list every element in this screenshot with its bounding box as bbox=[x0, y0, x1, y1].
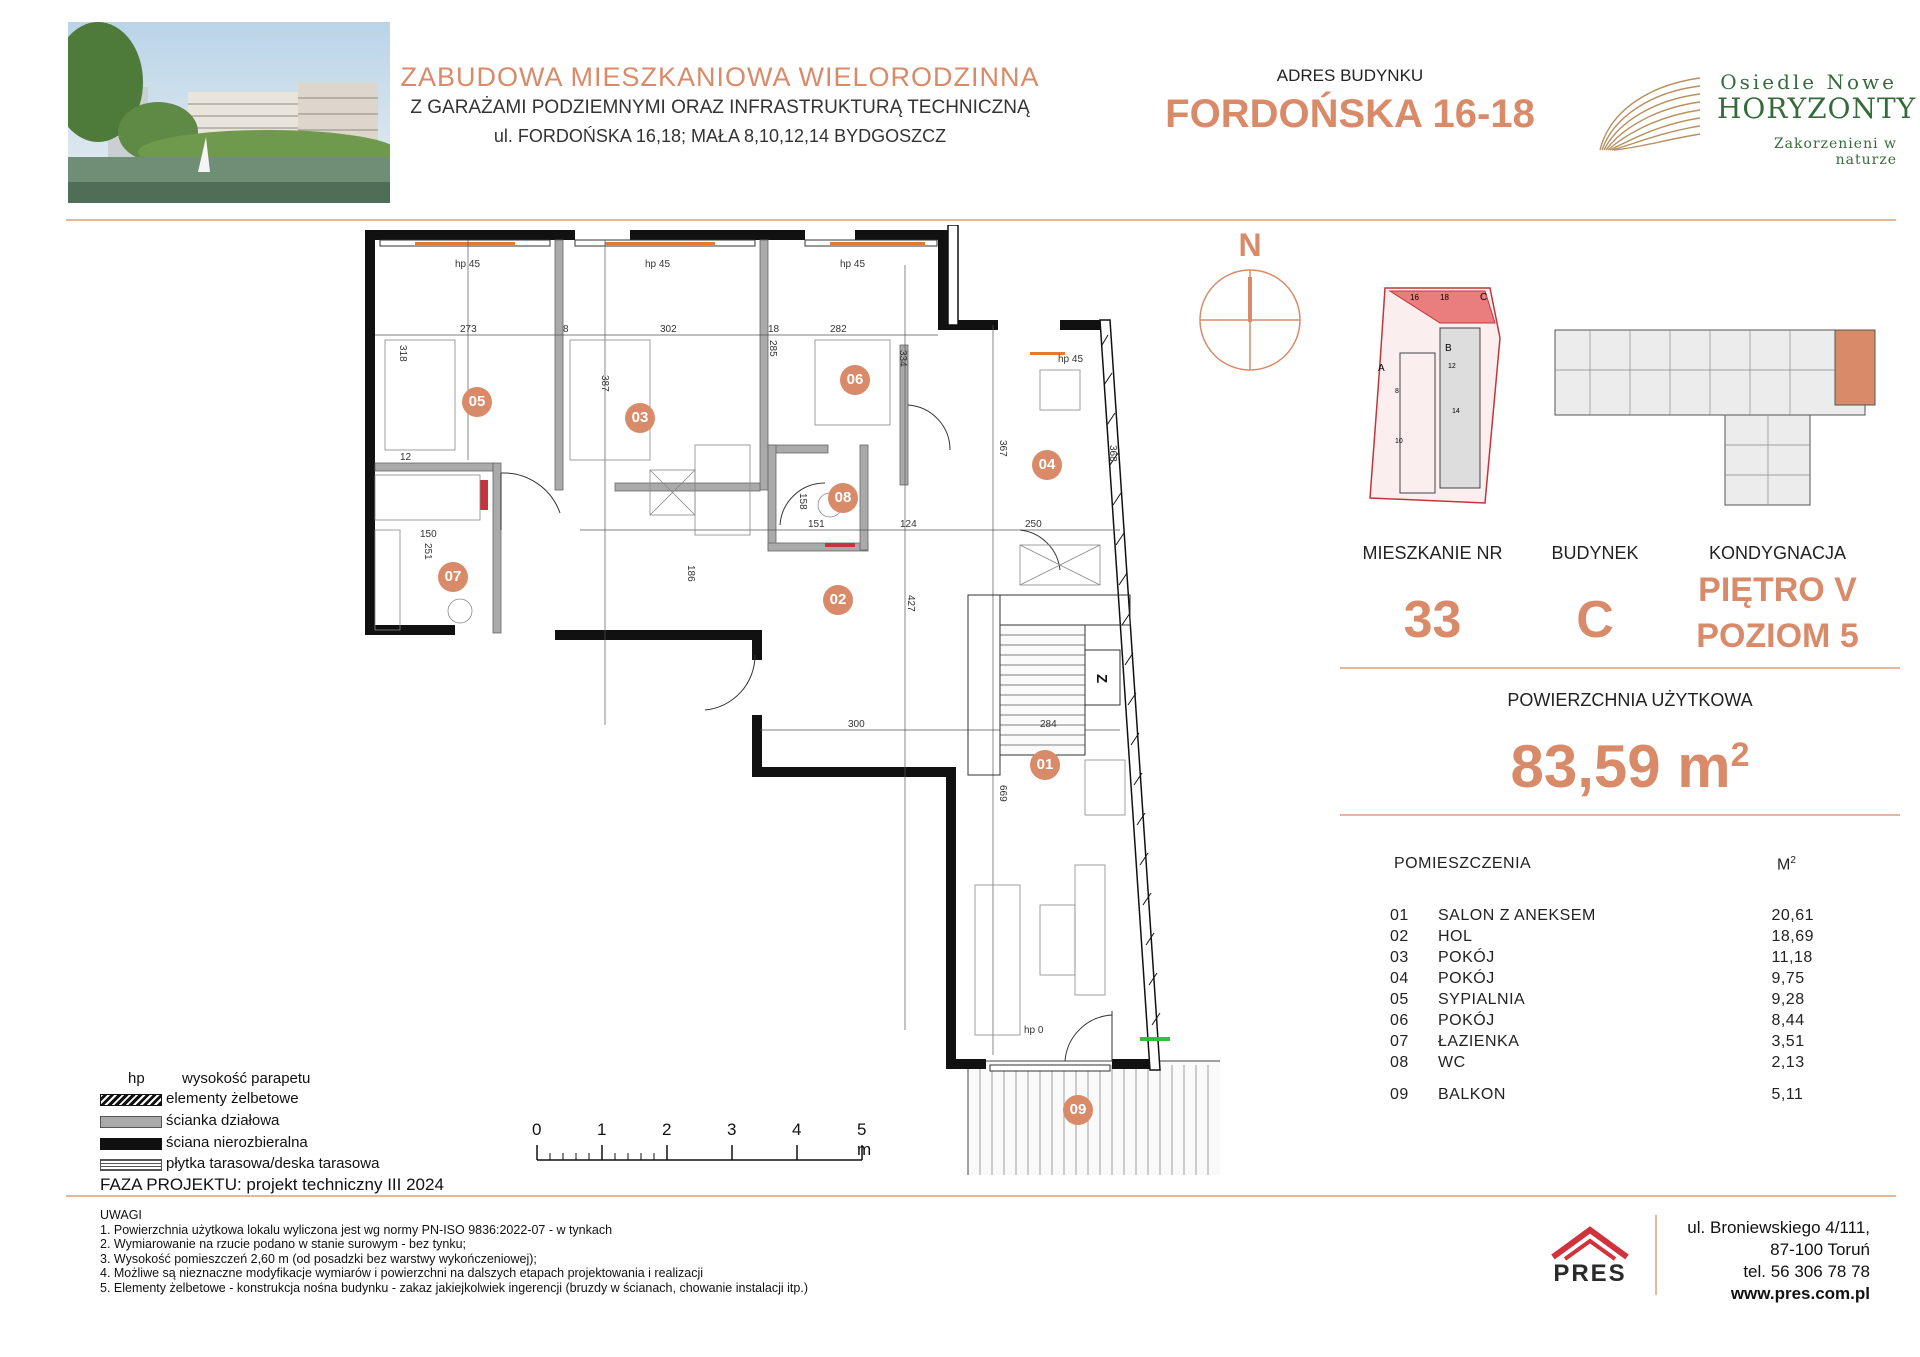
table-row-balcony bbox=[1390, 1084, 1814, 1105]
room-badge-07: 07 bbox=[438, 562, 468, 592]
room-name: BALKON bbox=[1438, 1085, 1506, 1103]
table-row bbox=[1390, 926, 1814, 947]
area-value-wrap bbox=[1340, 732, 1920, 801]
room-name: POKÓJ bbox=[1438, 969, 1495, 987]
room-badge-08: 08 bbox=[828, 483, 858, 513]
area-value: 83,59 m bbox=[1510, 733, 1731, 800]
scale-tick-1: 1 bbox=[597, 1120, 607, 1139]
legend-swatch-concrete bbox=[100, 1094, 162, 1106]
dim-300: 300 bbox=[848, 719, 865, 730]
table-row bbox=[1390, 1010, 1814, 1031]
level-line1: PIĘTRO V bbox=[1698, 571, 1857, 609]
room-name: POKÓJ bbox=[1438, 948, 1495, 966]
legend-swatch-terrace bbox=[100, 1159, 162, 1171]
site-label-16: 16 bbox=[1410, 293, 1419, 302]
dim-282: 282 bbox=[830, 324, 847, 335]
rooms-header: POMIESZCZENIA bbox=[1394, 855, 1532, 872]
address-label: ADRES BUDYNKU bbox=[1276, 66, 1424, 85]
room-badge-02: 02 bbox=[823, 585, 853, 615]
project-phase: FAZA PROJEKTU: projekt techniczny III 2024 bbox=[100, 1175, 444, 1194]
scale-tick-2: 2 bbox=[662, 1120, 672, 1139]
room-badge-05: 05 bbox=[462, 387, 492, 417]
company-name: PRES bbox=[1553, 1260, 1627, 1287]
room-area: 18,69 bbox=[1771, 927, 1814, 945]
room-area: 5,11 bbox=[1771, 1085, 1804, 1103]
site-label-18: 18 bbox=[1440, 293, 1449, 302]
header-divider bbox=[66, 219, 1896, 221]
table-row bbox=[1390, 989, 1814, 1010]
site-label-a: A bbox=[1378, 363, 1385, 374]
project-subtitle: Z GARAŻAMI PODZIEMNYMI ORAZ INFRASTRUKTURĄ TECHNICZNĄ bbox=[410, 97, 1030, 118]
notes-title: UWAGI bbox=[100, 1208, 142, 1222]
room-no: 06 bbox=[1390, 1011, 1409, 1029]
legend-swatch-partition bbox=[100, 1116, 162, 1128]
site-label-8: 8 bbox=[1395, 388, 1399, 395]
room-area: 3,51 bbox=[1771, 1032, 1805, 1050]
info-divider-1 bbox=[1340, 667, 1900, 669]
dim-367: 367 bbox=[997, 440, 1008, 457]
floor-plan bbox=[360, 225, 1220, 1175]
room-area: 9,75 bbox=[1771, 969, 1805, 987]
scale-tick-0: 0 bbox=[532, 1120, 542, 1139]
dim-150: 150 bbox=[420, 529, 437, 540]
dim-273: 273 bbox=[460, 324, 477, 335]
room-no: 09 bbox=[1390, 1085, 1409, 1103]
company-address2: 87-100 Toruń bbox=[1770, 1240, 1870, 1259]
dim-250: 250 bbox=[1025, 519, 1042, 530]
note-1: 1. Powierzchnia użytkowa lokalu wyliczona jest wg normy PN-ISO 9836:2022-07 - w tynkach bbox=[100, 1222, 613, 1237]
company-address1: ul. Broniewskiego 4/111, bbox=[1687, 1218, 1870, 1237]
dim-251: 251 bbox=[422, 543, 433, 560]
room-badge-06: 06 bbox=[840, 365, 870, 395]
company-phone: tel. 56 306 78 78 bbox=[1743, 1262, 1870, 1281]
dim-669: 669 bbox=[997, 785, 1008, 802]
room-name: POKÓJ bbox=[1438, 1011, 1495, 1029]
legend-partition: ścianka działowa bbox=[166, 1112, 280, 1129]
dim-387: 387 bbox=[599, 375, 610, 392]
dim-8-a: 8 bbox=[563, 324, 569, 335]
table-row bbox=[1390, 947, 1814, 968]
rooms-unit-sup: 2 bbox=[1790, 855, 1796, 866]
site-label-14: 14 bbox=[1452, 408, 1460, 415]
dim-151: 151 bbox=[808, 519, 825, 530]
room-name: SALON Z ANEKSEM bbox=[1438, 906, 1596, 924]
room-name: HOL bbox=[1438, 927, 1473, 945]
project-title: ZABUDOWA MIESZKANIOWA WIELORODZINNA bbox=[400, 62, 1040, 92]
site-plan bbox=[1360, 283, 1515, 508]
area-unit-sup: 2 bbox=[1730, 736, 1750, 774]
dim-334: 334 bbox=[897, 350, 908, 367]
floor-key-plan bbox=[1550, 325, 1910, 510]
hp-room03: hp 45 bbox=[645, 259, 671, 270]
room-area: 20,61 bbox=[1771, 906, 1814, 924]
table-row bbox=[1390, 968, 1814, 989]
rooms-table bbox=[1390, 905, 1814, 1105]
hp-balcony: hp 0 bbox=[1024, 1025, 1044, 1036]
room-no: 04 bbox=[1390, 969, 1409, 987]
compass-north-label: N bbox=[1238, 227, 1262, 263]
building-label: BUDYNEK bbox=[1551, 543, 1639, 563]
rooms-unit: M bbox=[1777, 856, 1791, 874]
room-name: ŁAZIENKA bbox=[1438, 1032, 1520, 1050]
site-label-b: B bbox=[1445, 343, 1452, 354]
building-value: C bbox=[1576, 591, 1614, 649]
note-5: 5. Elementy żelbetowe - konstrukcja nośna budynku - zakaz jakiejkolwiek ingerencji (bruzdy w ścianach, chowanie instalacji itp.) bbox=[100, 1280, 808, 1295]
room-badge-03: 03 bbox=[625, 403, 655, 433]
hp-room06: hp 45 bbox=[840, 259, 866, 270]
note-4: 4. Możliwe są nieznaczne modyfikacje wymiarów i powierzchni na dalszych etapach projektowania i realizacji bbox=[100, 1266, 704, 1280]
room-area: 11,18 bbox=[1771, 948, 1813, 966]
hp-room04: hp 45 bbox=[1058, 354, 1084, 365]
room-name: SYPIALNIA bbox=[1438, 990, 1526, 1008]
scale-tick-5: 5 m bbox=[857, 1120, 872, 1159]
table-row bbox=[1390, 1031, 1814, 1052]
compass bbox=[1195, 227, 1305, 372]
dim-368: 368 bbox=[1107, 445, 1118, 462]
legend-concrete: elementy żelbetowe bbox=[166, 1090, 299, 1107]
room-no: 07 bbox=[1390, 1032, 1409, 1050]
room-no: 05 bbox=[1390, 990, 1409, 1008]
dim-186: 186 bbox=[685, 565, 696, 582]
notes bbox=[100, 1208, 808, 1295]
dim-318: 318 bbox=[397, 345, 408, 362]
site-label-12: 12 bbox=[1448, 363, 1456, 370]
dim-284: 284 bbox=[1040, 719, 1057, 730]
logo-line2: HORYZONTY bbox=[1717, 92, 1917, 125]
room-no: 02 bbox=[1390, 927, 1409, 945]
area-label: POWIERZCHNIA UŻYTKOWA bbox=[1507, 690, 1753, 710]
logo-line3: Zakorzenieni w naturze bbox=[1773, 136, 1897, 168]
note-2: 2. Wymiarowanie na rzucie podano w stanie surowym - bez tynku; bbox=[100, 1237, 467, 1251]
room-name: WC bbox=[1438, 1053, 1466, 1071]
scale-tick-3: 3 bbox=[727, 1120, 737, 1139]
room-no: 01 bbox=[1390, 906, 1409, 924]
dim-18: 18 bbox=[768, 324, 780, 335]
scale-tick-4: 4 bbox=[792, 1120, 802, 1139]
dim-285: 285 bbox=[767, 340, 778, 357]
address-value: FORDOŃSKA 16-18 bbox=[1165, 92, 1535, 136]
room-no: 03 bbox=[1390, 948, 1409, 966]
fridge-label: Z bbox=[1093, 674, 1110, 684]
logo-line1: Osiedle Nowe bbox=[1720, 70, 1897, 94]
apartment-number: 33 bbox=[1403, 591, 1462, 649]
scale-bar bbox=[520, 1115, 880, 1165]
building-photo bbox=[68, 22, 390, 203]
footer-divider bbox=[66, 1195, 1896, 1197]
company-logo bbox=[1535, 1222, 1645, 1297]
room-badge-09: 09 bbox=[1063, 1095, 1093, 1125]
table-spacer bbox=[1390, 1073, 1814, 1084]
dim-302: 302 bbox=[660, 324, 677, 335]
project-street: ul. FORDOŃSKA 16,18; MAŁA 8,10,12,14 BYDGOSZCZ bbox=[493, 126, 947, 146]
site-label-10: 10 bbox=[1395, 438, 1403, 445]
room-badge-04: 04 bbox=[1032, 450, 1062, 480]
legend-hp-text: wysokość parapetu bbox=[182, 1070, 311, 1087]
legend-terrace: płytka tarasowa/deska tarasowa bbox=[166, 1155, 380, 1172]
room-area: 9,28 bbox=[1771, 990, 1805, 1008]
room-area: 8,44 bbox=[1771, 1011, 1805, 1029]
room-no: 08 bbox=[1390, 1053, 1409, 1071]
level-line2: POZIOM 5 bbox=[1696, 617, 1859, 655]
room-area: 2,13 bbox=[1771, 1053, 1805, 1071]
hp-room05: hp 45 bbox=[455, 259, 481, 270]
dim-427: 427 bbox=[905, 595, 916, 612]
level-label: KONDYGNACJA bbox=[1708, 543, 1847, 563]
company-web-link[interactable]: www.pres.com.pl bbox=[1730, 1284, 1870, 1303]
site-label-c: C bbox=[1480, 292, 1488, 303]
rooms-unit-header bbox=[1777, 855, 1796, 874]
table-row bbox=[1390, 1052, 1814, 1073]
dim-12: 12 bbox=[400, 452, 412, 463]
legend-hp-key: hp bbox=[128, 1070, 145, 1087]
dim-124: 124 bbox=[900, 519, 917, 530]
note-3: 3. Wysokość pomieszczeń 2,60 m (od posadzki bez warstwy wykończeniowej); bbox=[100, 1251, 537, 1266]
table-row bbox=[1390, 905, 1814, 926]
dim-158: 158 bbox=[797, 493, 808, 510]
legend-wall: ściana nierozbieralna bbox=[166, 1134, 308, 1151]
apartment-number-label: MIESZKANIE NR bbox=[1362, 543, 1503, 563]
info-divider-2 bbox=[1340, 814, 1900, 816]
room-badge-01: 01 bbox=[1030, 750, 1060, 780]
legend-swatch-wall bbox=[100, 1138, 162, 1150]
